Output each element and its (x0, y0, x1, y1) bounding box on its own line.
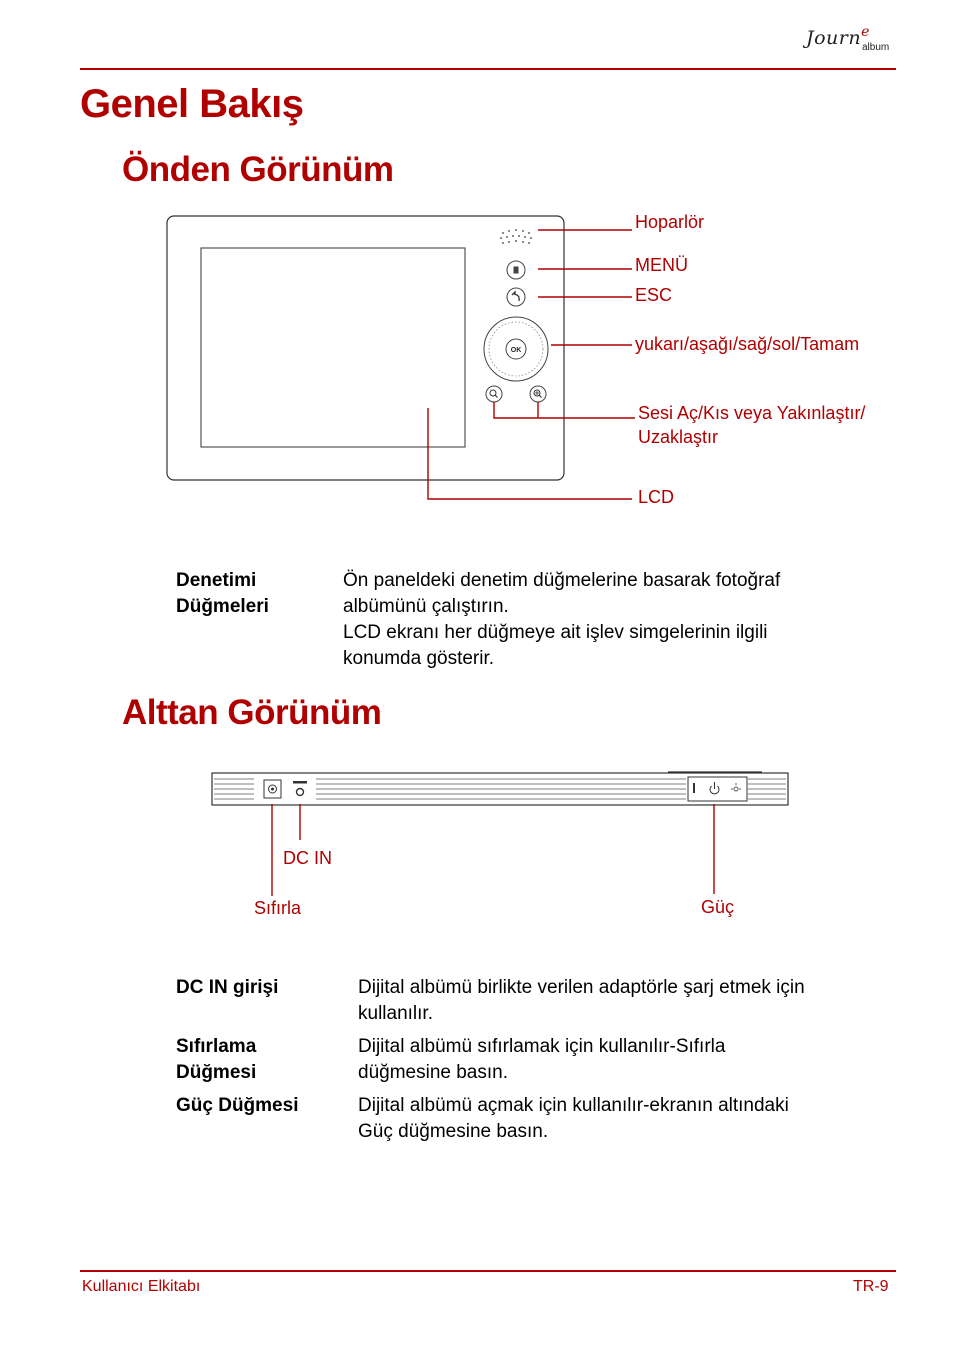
callout-nav: yukarı/aşağı/sağ/sol/Tamam (635, 334, 860, 354)
def-desc-line: LCD ekranı her düğmeye ait işlev simgelerinin ilgili (343, 622, 768, 643)
def-desc-line: konumda gösterir. (343, 648, 495, 669)
callout-lcd: LCD (638, 487, 675, 507)
front-view-heading: Önden Görünüm (122, 150, 394, 189)
front-view-diagram (0, 0, 954, 540)
logo-script-text: Journ (806, 27, 862, 49)
menu-button (507, 261, 525, 279)
esc-button (507, 288, 525, 306)
def-term-controls (176, 568, 269, 620)
ok-label: OK (510, 347, 522, 354)
def-term-line: Güç Düğmesi (176, 1095, 299, 1116)
def-term-power (176, 1093, 298, 1119)
def-term-line: Sıfırlama (176, 1036, 257, 1057)
def-desc-line: Dijital albümü sıfırlamak için kullanılır-Sıfırla (358, 1036, 726, 1057)
callout-volume-line1: Sesi Aç/Kıs veya Yakınlaştır/ (638, 403, 866, 423)
callout-reset: Sıfırla (254, 898, 302, 918)
reset-port (264, 780, 281, 798)
callout-esc: ESC (635, 285, 673, 305)
callout-dc-in: DC IN (283, 848, 332, 868)
def-desc-reset (358, 1034, 725, 1086)
callout-menu: MENÜ (635, 255, 688, 275)
def-term-line: Düğmeleri (176, 596, 269, 617)
callout-speaker: Hoparlör (635, 212, 705, 232)
lcd-screen (201, 248, 465, 447)
bottom-leader-lines (272, 804, 714, 896)
callout-power: Güç (701, 897, 735, 917)
def-desc-power (358, 1093, 789, 1145)
def-desc-controls (343, 568, 780, 672)
nav-pad (484, 317, 548, 381)
def-term-dc-in (176, 975, 278, 1001)
def-desc-line: kullanılır. (358, 1003, 433, 1024)
logo-script-e: e (861, 24, 870, 40)
def-term-line: DC IN girişi (176, 977, 279, 998)
def-desc-line: Ön paneldeki denetim düğmelerine basarak fotoğraf (343, 570, 781, 591)
def-desc-line: Dijital albümü birlikte verilen adaptörle şarj etmek için (358, 977, 805, 998)
page-title: Genel Bakış (80, 82, 304, 126)
bottom-view-diagram (0, 760, 954, 930)
def-desc-dc-in (358, 975, 805, 1027)
def-term-reset (176, 1034, 256, 1086)
def-desc-line: albümünü çalıştırın. (343, 596, 509, 617)
footer-manual-title: Kullanıcı Elkitabı (82, 1278, 201, 1295)
def-desc-line: Dijital albümü açmak için kullanılır-ekranın altındaki (358, 1095, 789, 1116)
def-desc-line: Güç düğmesine basın. (358, 1121, 549, 1142)
footer-rule (80, 1270, 896, 1272)
def-term-line: Denetimi (176, 570, 257, 591)
logo-subtext: album (862, 42, 890, 53)
bottom-view-heading: Alttan Görünüm (122, 693, 382, 732)
def-desc-line: düğmesine basın. (358, 1062, 508, 1083)
callout-volume-line2: Uzaklaştır (638, 427, 719, 447)
power-switch (688, 777, 747, 801)
zoom-out-button (486, 386, 502, 402)
zoom-in-button (530, 386, 546, 402)
footer-page-number: TR-9 (853, 1278, 889, 1295)
def-term-line: Düğmesi (176, 1062, 257, 1083)
